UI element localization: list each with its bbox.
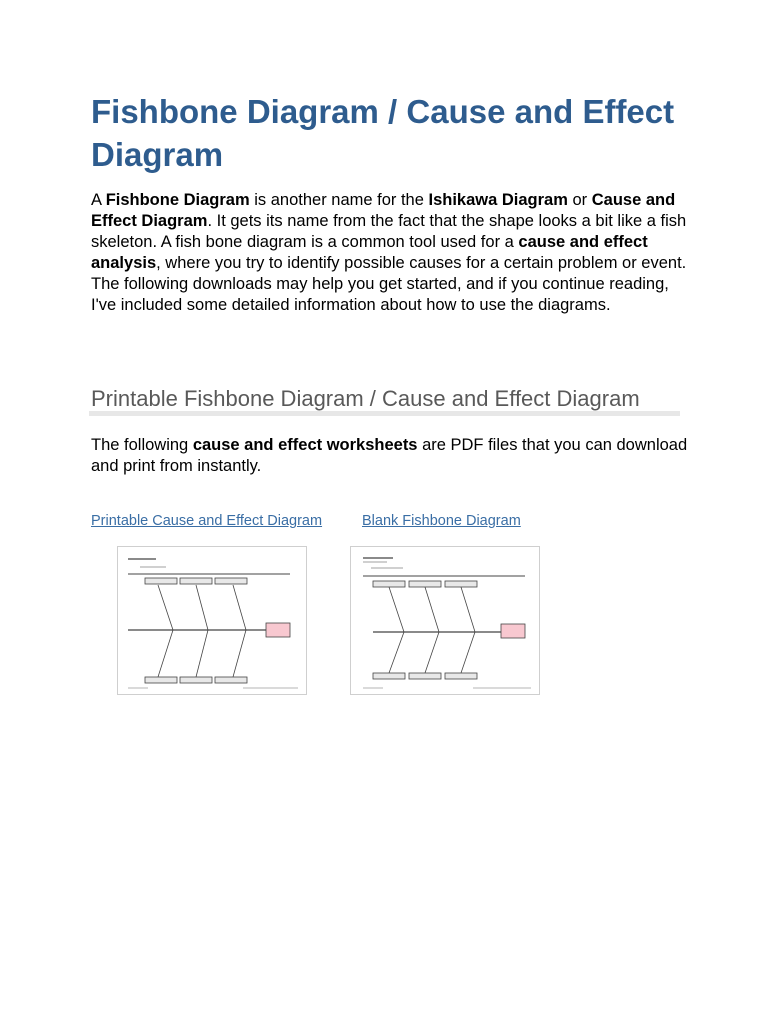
text-run: A	[91, 191, 106, 209]
printable-cause-effect-link[interactable]: Printable Cause and Effect Diagram	[91, 513, 323, 529]
bold-phrase: Cause and Effect Diagram	[91, 191, 676, 230]
printable-diagram-thumbnail[interactable]	[117, 546, 307, 695]
text-run: , where you try to identify possible causes for a certain problem or event. The following downloads may help you get started, and if you continue reading, I've included some detailed information about how to use the diagrams.	[91, 254, 687, 314]
bold-phrase: Ishikawa Diagram	[428, 191, 568, 209]
bold-phrase: Fishbone Diagram	[105, 191, 250, 209]
bold-phrase: cause and effect analysis	[91, 233, 648, 272]
bold-phrase: cause and effect worksheets	[192, 436, 418, 454]
text-run: is another name for the	[249, 191, 429, 209]
text-run: or	[567, 191, 592, 209]
blank-diagram-thumbnail[interactable]	[350, 546, 540, 695]
section-heading: Printable Fishbone Diagram / Cause and Effect Diagram	[91, 386, 640, 411]
text-run: The following	[91, 436, 193, 454]
text-run: are PDF files that you can download and print from instantly.	[91, 436, 688, 475]
text-run: . It gets its name from the fact that the shape looks a bit like a fish skeleton. A fish bone diagram is a common tool used for a	[91, 212, 687, 251]
section-divider	[89, 411, 680, 416]
page-title: Fishbone Diagram / Cause and Effect Diagram	[91, 93, 675, 173]
blank-fishbone-link[interactable]: Blank Fishbone Diagram	[362, 513, 521, 529]
worksheets-paragraph	[91, 435, 691, 477]
intro-paragraph	[91, 190, 691, 316]
